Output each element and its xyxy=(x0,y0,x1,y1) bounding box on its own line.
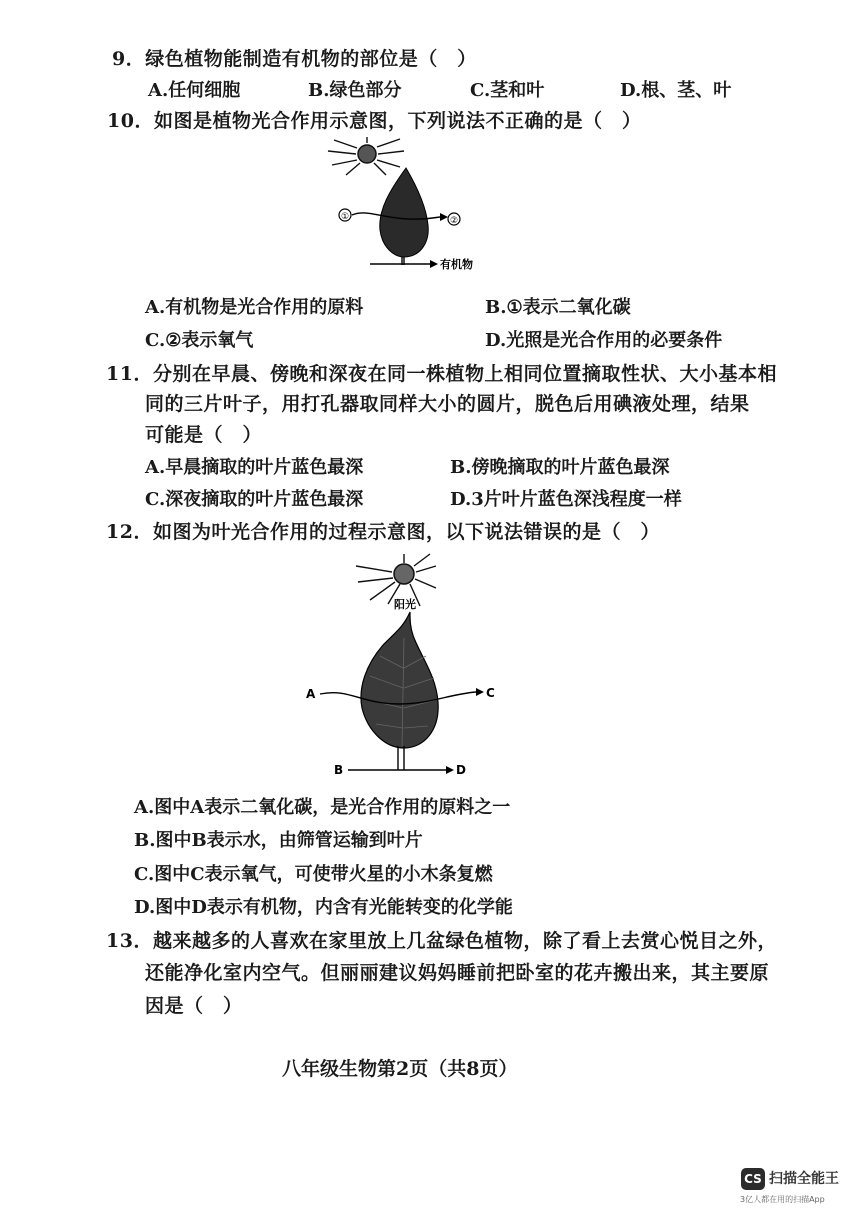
page-footer: 八年级生物第2页（共8页） xyxy=(282,1058,518,1080)
q9-option-d: D.根、茎、叶 xyxy=(620,80,732,101)
q11-option-a: A.早晨摘取的叶片蓝色最深 xyxy=(145,457,364,478)
q11-option-c: C.深夜摘取的叶片蓝色最深 xyxy=(145,489,364,510)
q10-option-b: B.①表示二氧化碳 xyxy=(485,297,631,318)
q12-option-a: A.图中A表示二氧化碳，是光合作用的原料之一 xyxy=(134,797,511,818)
q12-option-c: C.图中C表示氧气，可使带火星的小木条复燃 xyxy=(134,864,493,885)
q11-option-b: B.傍晚摘取的叶片蓝色最深 xyxy=(450,457,670,478)
q12-option-b: B.图中B表示水，由筛管运输到叶片 xyxy=(134,830,423,851)
q12-label-c: C xyxy=(486,686,495,700)
q9-option-a: A.任何细胞 xyxy=(148,80,241,101)
sun-icon xyxy=(328,137,404,175)
q11-option-d: D.3片叶片蓝色深浅程度一样 xyxy=(450,489,682,510)
q12-leaf-process-figure xyxy=(300,548,500,780)
watermark-subtitle: 3亿人都在用的扫描App xyxy=(740,1195,825,1204)
q10-stem: 10．如图是植物光合作用示意图，下列说法不正确的是（ ） xyxy=(107,110,642,132)
q9-option-b: B.绿色部分 xyxy=(308,80,402,101)
q12-label-a: A xyxy=(306,687,316,701)
q10-option-d: D.光照是光合作用的必要条件 xyxy=(485,330,723,351)
q13-stem-line-1: 13．越来越多的人喜欢在家里放上几盆绿色植物，除了看上去赏心悦目之外， xyxy=(106,930,777,952)
leaf-icon xyxy=(380,168,428,257)
q9-stem: 9．绿色植物能制造有机物的部位是（ ） xyxy=(112,48,477,70)
q10-photosynthesis-figure xyxy=(320,135,500,275)
q11-stem-line-2: 同的三片叶子，用打孔器取同样大小的圆片，脱色后用碘液处理，结果 xyxy=(145,393,750,415)
watermark-name: 扫描全能王 xyxy=(769,1171,839,1187)
q12-stem: 12．如图为叶光合作用的过程示意图，以下说法错误的是（ ） xyxy=(106,521,660,543)
q12-label-d: D xyxy=(456,763,466,777)
q13-stem-line-2: 还能净化室内空气。但丽丽建议妈妈睡前把卧室的花卉搬出来，其主要原 xyxy=(145,962,770,984)
camscanner-logo-icon: CS xyxy=(741,1168,765,1190)
q10-label-organic: 有机物 xyxy=(440,258,473,271)
q11-stem-line-3: 可能是（ ） xyxy=(145,424,263,446)
q12-sun-label: 阳光 xyxy=(394,598,416,611)
q9-option-c: C.茎和叶 xyxy=(470,80,545,101)
q12-label-b: B xyxy=(334,763,344,777)
q10-label-1: ① xyxy=(340,212,350,222)
q13-stem-line-3: 因是（ ） xyxy=(145,995,243,1017)
q11-stem-line-1: 11．分别在早晨、傍晚和深夜在同一株植物上相同位置摘取性状、大小基本相 xyxy=(106,363,777,385)
q10-label-2: ② xyxy=(449,216,459,226)
q10-option-a: A.有机物是光合作用的原料 xyxy=(145,297,364,318)
q10-option-c: C.②表示氧气 xyxy=(145,330,254,351)
q12-option-d: D.图中D表示有机物，内含有光能转变的化学能 xyxy=(134,897,513,918)
